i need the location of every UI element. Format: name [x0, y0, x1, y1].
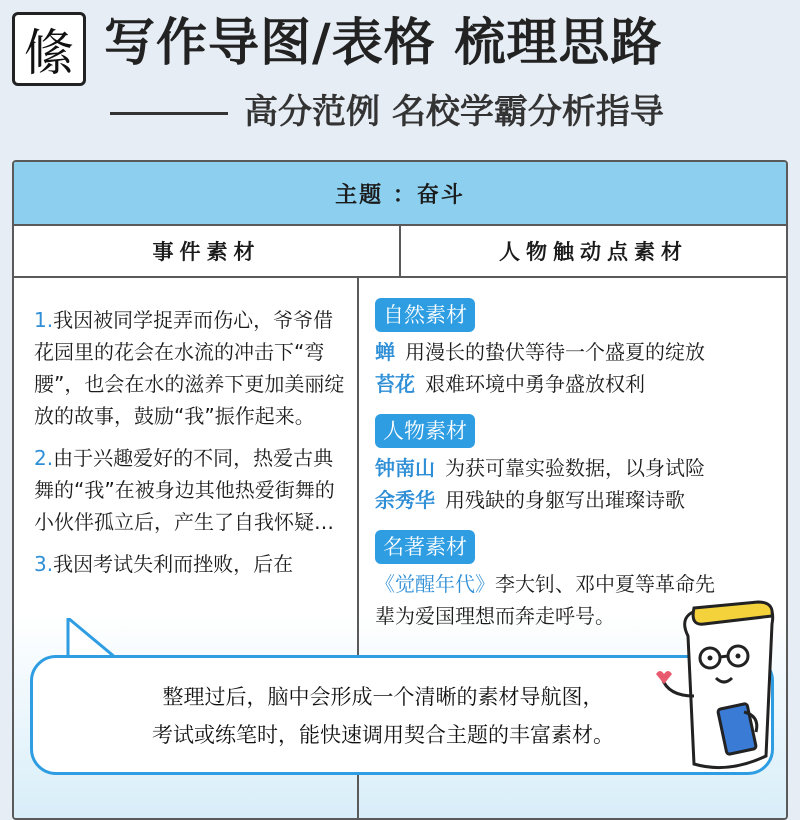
book-title: 《觉醒年代》: [375, 572, 495, 596]
category-badge: 人物素材: [375, 414, 475, 448]
entry-name: 蝉: [375, 340, 395, 364]
category-nature: [375, 298, 776, 400]
page-title: 写作导图/表格 梳理思路: [104, 14, 663, 73]
material-entry: [375, 484, 776, 516]
bubble-line: 整理过后，脑中会形成一个清晰的素材导航图，: [162, 685, 604, 709]
entry-text: 李大钊、邓中夏等革命先: [495, 572, 715, 596]
entry-text: 辈为爱国理想而奔走呼号。: [375, 604, 615, 628]
event-text: 我因考试失利而挫败，后在: [53, 552, 294, 576]
event-text: 我因被同学捉弄而伤心，爷爷借花园里的花会在水流的冲击下“弯腰”，也会在水的滋养下更加美丽绽放的故事，鼓励“我”振作起来。: [34, 308, 345, 428]
entry-text: 艰难环境中勇争盛放权利: [425, 372, 645, 396]
event-item: [34, 442, 345, 538]
bubble-text: [63, 678, 703, 754]
event-number: 1.: [34, 308, 54, 332]
theme-row: 主题 ：奋斗: [14, 162, 786, 226]
event-number: 2.: [34, 446, 54, 470]
entry-name: 苔花: [375, 372, 415, 396]
event-item: [34, 548, 345, 580]
header-events: 事件素材: [14, 226, 401, 276]
event-item: [34, 304, 345, 432]
entry-text: 用漫长的蛰伏等待一个盛夏的绽放: [405, 340, 705, 364]
category-badge: 自然素材: [375, 298, 475, 332]
header-row: [14, 226, 786, 278]
event-text: 由于兴趣爱好的不同，热爱古典舞的“我”在被身边其他热爱街舞的小伙伴孤立后，产生了自我怀疑…: [34, 446, 335, 534]
entry-text: 为获可靠实验数据，以身试险: [445, 456, 705, 480]
brand-logo: 絛: [12, 12, 86, 86]
header-people: 人物触动点素材: [499, 240, 688, 264]
category-badge: 名著素材: [375, 530, 475, 564]
category-people: [375, 414, 776, 516]
entry-name: 余秀华: [375, 488, 435, 512]
material-entry: [375, 368, 776, 400]
event-number: 3.: [34, 552, 54, 576]
mascot-scroll-icon: [648, 596, 788, 786]
entry-text: 用残缺的身躯写出璀璨诗歌: [445, 488, 685, 512]
material-entry: [375, 336, 776, 368]
entry-name: 钟南山: [375, 456, 435, 480]
page-subtitle: [110, 88, 790, 136]
bubble-line: 考试或练笔时，能快速调用契合主题的丰富素材。: [152, 723, 614, 747]
dash-divider: [110, 112, 228, 115]
subtitle-text: 高分范例 名校学霸分析指导: [244, 92, 664, 132]
material-entry: [375, 452, 776, 484]
